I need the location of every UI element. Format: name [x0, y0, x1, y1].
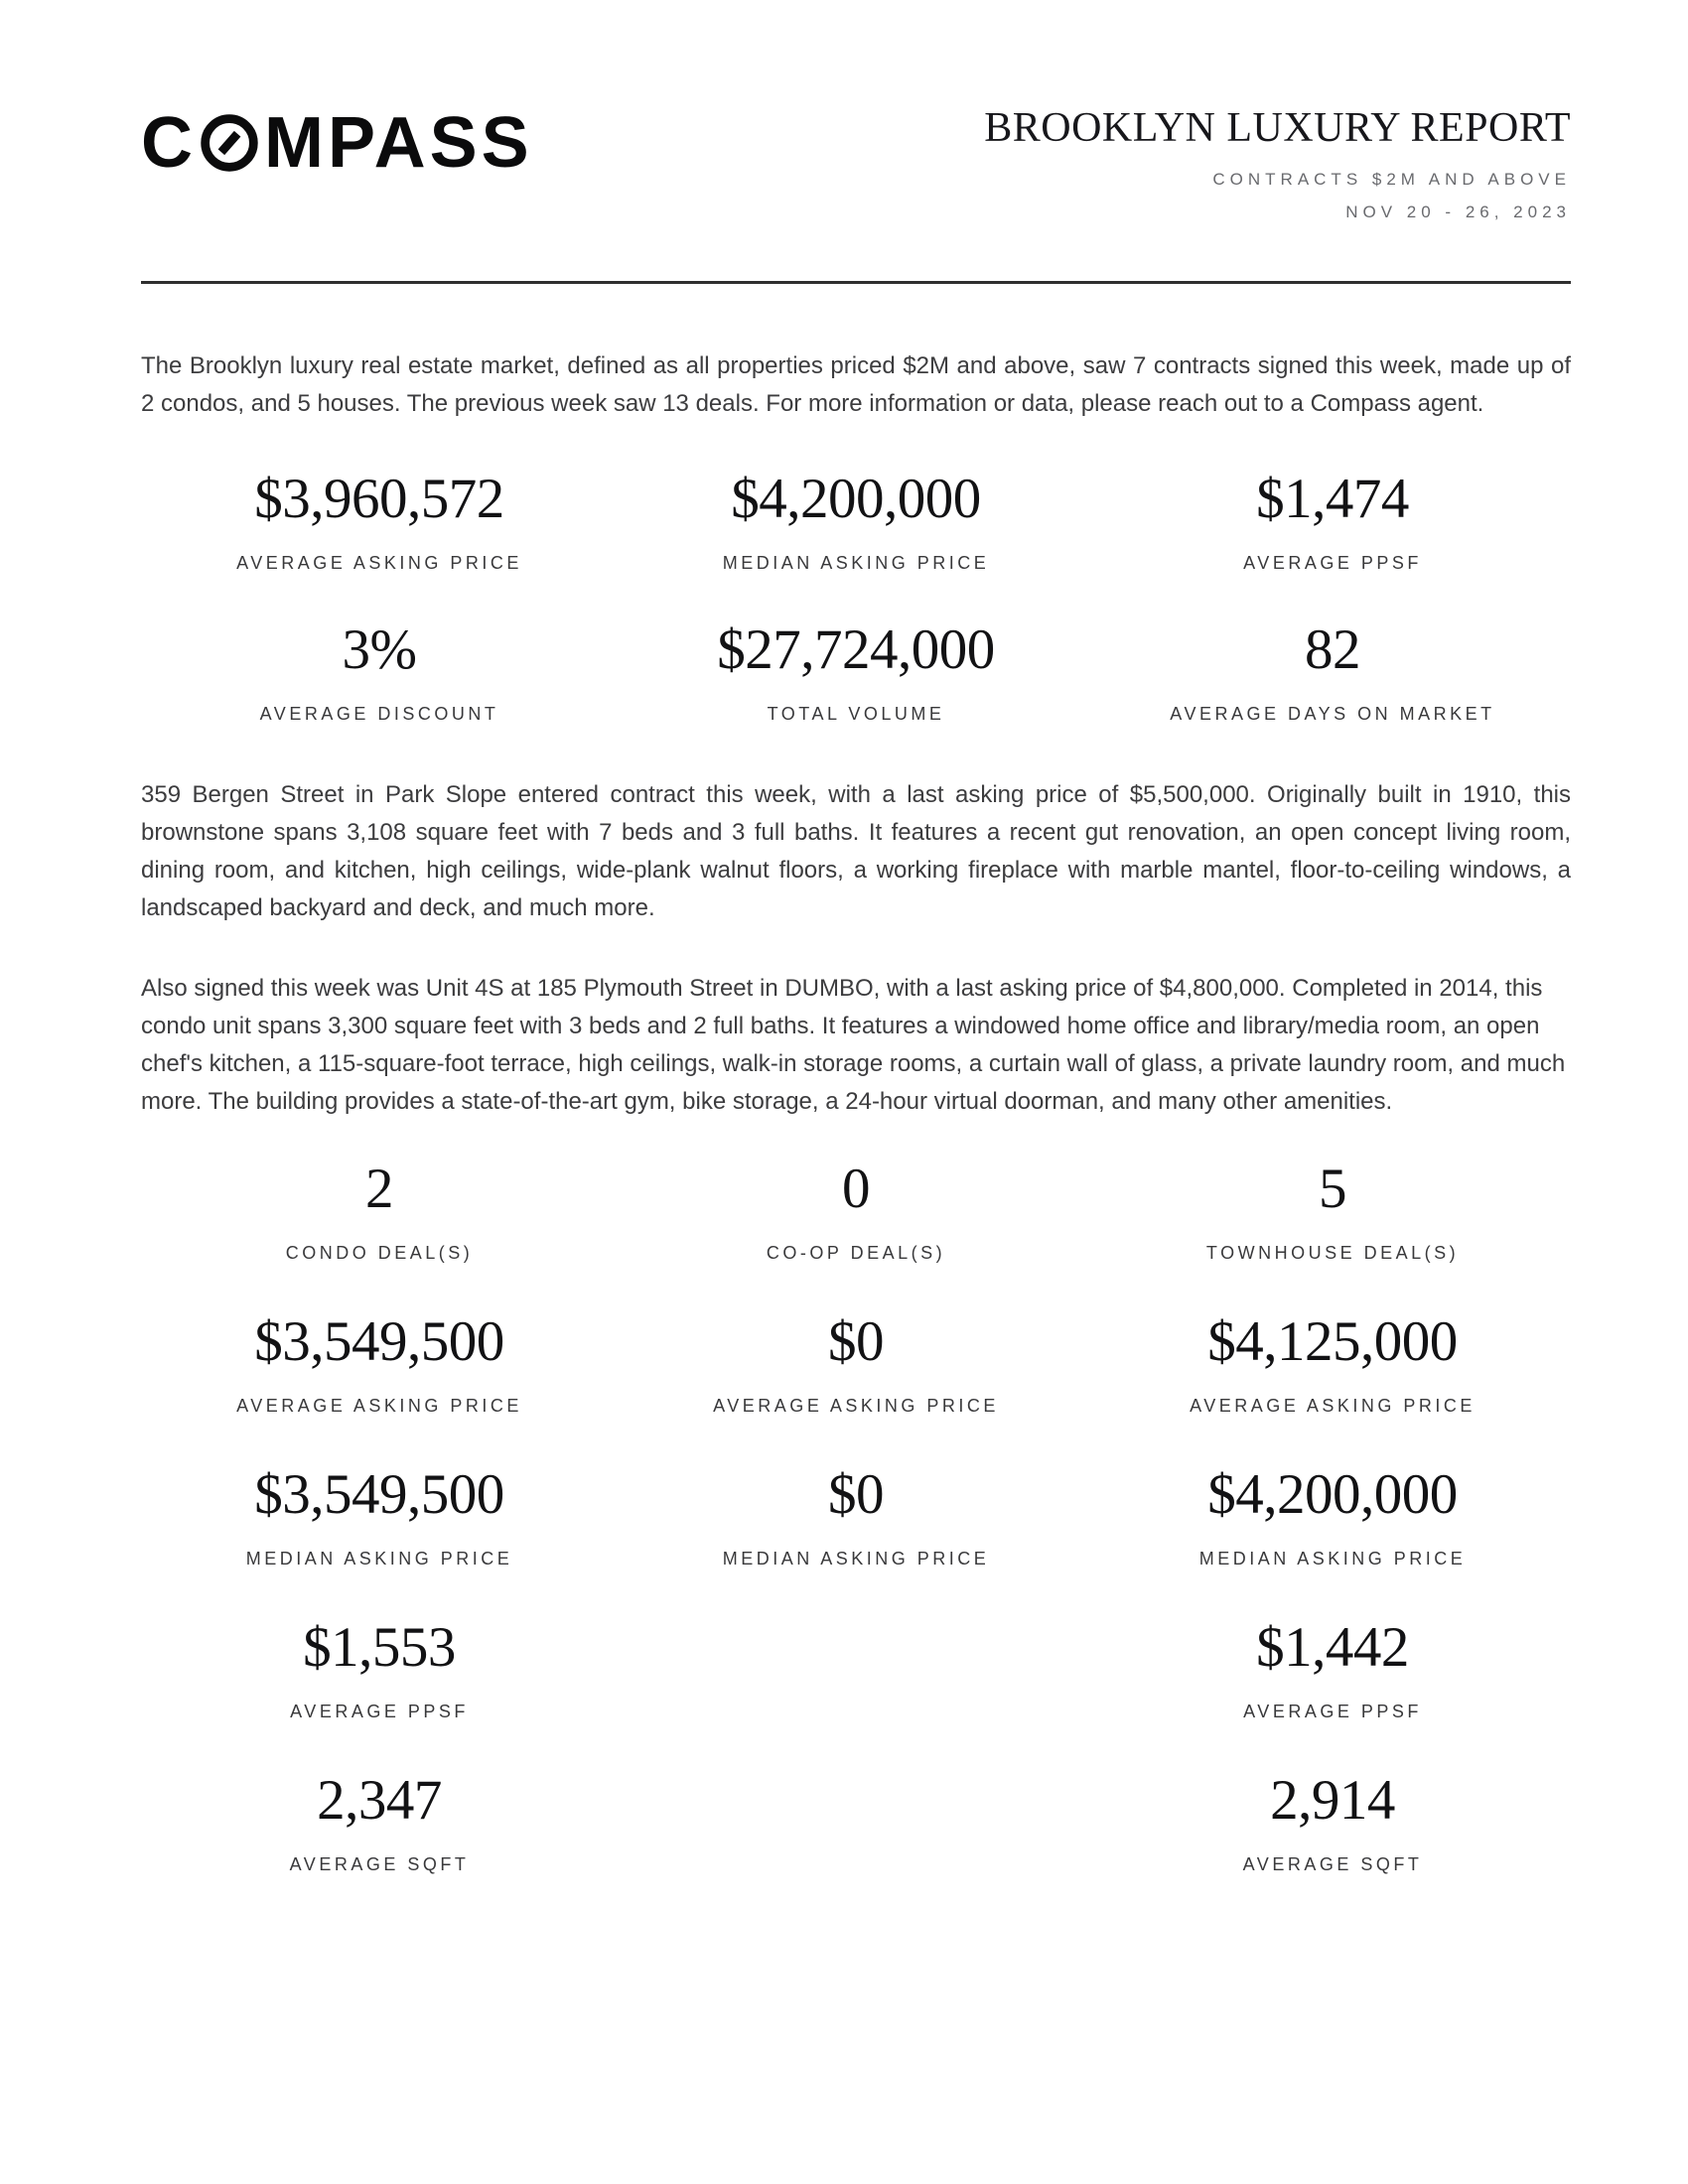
stat-label: AVERAGE ASKING PRICE: [236, 1396, 522, 1416]
stat-value: $1,442: [1256, 1616, 1409, 1679]
stat-townhouse-average-sqft: [1094, 1769, 1571, 1875]
stat-average-discount: [141, 618, 618, 725]
stat-condo-average-sqft: [141, 1769, 618, 1875]
stat-label: CO-OP DEAL(S): [766, 1243, 946, 1263]
stat-coop-deals: [618, 1160, 1094, 1264]
stat-total-volume: [618, 618, 1094, 725]
stat-condo-average-ppsf: [141, 1616, 618, 1722]
stat-label: CONDO DEAL(S): [285, 1243, 474, 1263]
summary-stats-grid: [141, 468, 1571, 725]
stat-condo-median-asking-price: [141, 1463, 618, 1570]
stat-label: AVERAGE SQFT: [289, 1854, 470, 1874]
stat-townhouse-deals: [1094, 1160, 1571, 1264]
listing-paragraph-359-bergen: 359 Bergen Street in Park Slope entered contract this week, with a last asking price of $5,500,000. Originally built in 1910, this brownstone spans 3,108 square feet with 7 beds and 3 full baths. It features a recent gut renovation, an open concept living room, dining room, and kitchen, high ceilings, wide-plank walnut floors, a working fireplace with marble mantel, floor-to-ceiling windows, a landscaped backyard and deck, and much more.: [141, 781, 1571, 921]
stat-label: TOWNHOUSE DEAL(S): [1205, 1243, 1460, 1263]
stat-value: $4,200,000: [731, 468, 981, 530]
report-title-block: [984, 103, 1571, 228]
stat-average-days-on-market: [1094, 618, 1571, 725]
stat-value: $27,724,000: [717, 618, 995, 681]
stat-label: AVERAGE ASKING PRICE: [236, 553, 522, 573]
stat-value: 82: [1305, 618, 1360, 681]
stat-value: $0: [828, 1310, 884, 1373]
stat-value: $1,553: [303, 1616, 456, 1679]
stat-value: 3%: [342, 618, 417, 681]
stat-value: 0: [842, 1158, 870, 1220]
stat-label: MEDIAN ASKING PRICE: [722, 1549, 990, 1569]
intro-paragraph: The Brooklyn luxury real estate market, defined as all properties priced $2M and above, saw 7 contracts signed this week, made up of 2 condos, and 5 houses. The previous week saw 13 deals. For more information or data, please reach out to a Compass agent.: [141, 352, 1571, 417]
stat-condo-average-asking-price: [141, 1310, 618, 1417]
logo-text-right: MPASS: [264, 103, 533, 183]
stat-townhouse-average-ppsf: [1094, 1616, 1571, 1722]
stat-coop-average-asking-price: [618, 1310, 1094, 1417]
stat-label: MEDIAN ASKING PRICE: [245, 1549, 513, 1569]
stat-coop-median-asking-price: [618, 1463, 1094, 1570]
stat-label: MEDIAN ASKING PRICE: [1198, 1549, 1467, 1569]
report-header: [141, 103, 1571, 228]
stat-label: AVERAGE SQFT: [1242, 1854, 1423, 1874]
stat-value: $3,549,500: [254, 1310, 504, 1373]
stat-label: AVERAGE DISCOUNT: [259, 704, 499, 724]
compass-slashed-o-icon: [201, 114, 258, 172]
report-title: BROOKLYN LUXURY REPORT: [984, 105, 1571, 151]
stat-label: AVERAGE ASKING PRICE: [1190, 1396, 1476, 1416]
stat-townhouse-average-asking-price: [1094, 1310, 1571, 1417]
stat-average-ppsf: [1094, 468, 1571, 574]
stat-value: 5: [1319, 1158, 1346, 1220]
stat-value: $3,549,500: [254, 1463, 504, 1526]
stat-value: 2,914: [1270, 1769, 1395, 1832]
stat-value: $1,474: [1256, 468, 1409, 530]
stat-label: MEDIAN ASKING PRICE: [722, 553, 990, 573]
stat-value: $4,125,000: [1207, 1310, 1458, 1373]
stat-average-asking-price: [141, 468, 618, 574]
empty-cell: [618, 1772, 1094, 1875]
stat-value: $3,960,572: [254, 468, 504, 530]
stat-label: AVERAGE PPSF: [1243, 553, 1422, 573]
compass-logo: [141, 103, 533, 183]
stat-median-asking-price: [618, 468, 1094, 574]
listing-paragraph-185-plymouth: Also signed this week was Unit 4S at 185 Plymouth Street in DUMBO, with a last asking price of $4,800,000. Completed in 2014, this condo unit spans 3,300 square feet with 3 beds and 2 full baths. It features a windowed home office and library/media room, an open chef's kitchen, a 115-square-foot terrace, high ceilings, walk-in storage rooms, a curtain wall of glass, a private laundry room, and much more. The building provides a state-of-the-art gym, bike storage, a 24-hour virtual doorman, and many other amenities.: [141, 975, 1566, 1115]
stat-label: TOTAL VOLUME: [767, 704, 945, 724]
report-subtitle: CONTRACTS $2M AND ABOVE: [1212, 170, 1571, 189]
stat-label: AVERAGE DAYS ON MARKET: [1170, 704, 1495, 724]
logo-text-left: C: [141, 103, 197, 183]
category-stats-grid: [141, 1160, 1571, 1875]
report-content: [141, 103, 1571, 1875]
stat-value: $4,200,000: [1207, 1463, 1458, 1526]
empty-cell: [618, 1619, 1094, 1722]
report-date-range: NOV 20 - 26, 2023: [1345, 203, 1571, 221]
stat-townhouse-median-asking-price: [1094, 1463, 1571, 1570]
stat-value: 2,347: [317, 1769, 442, 1832]
stat-value: 2: [365, 1158, 393, 1220]
stat-value: $0: [828, 1463, 884, 1526]
stat-label: AVERAGE PPSF: [1243, 1702, 1422, 1721]
header-divider: [141, 281, 1571, 284]
stat-condo-deals: [141, 1160, 618, 1264]
stat-label: AVERAGE ASKING PRICE: [713, 1396, 999, 1416]
stat-label: AVERAGE PPSF: [290, 1702, 469, 1721]
